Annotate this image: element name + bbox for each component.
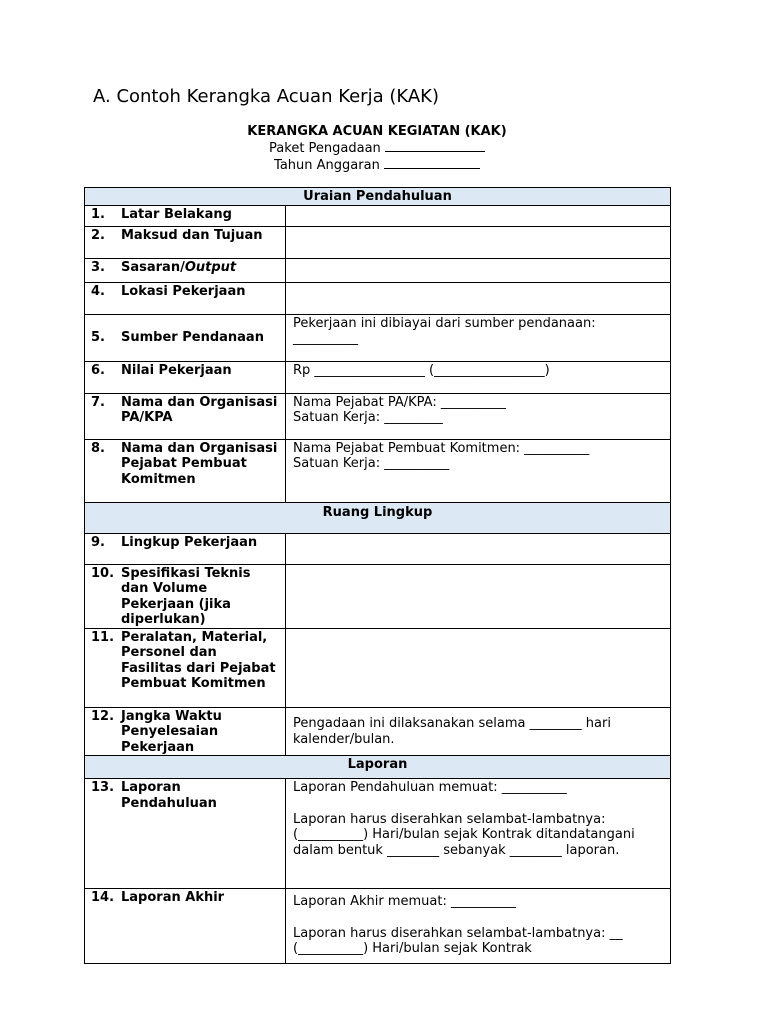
row-13-number: 13. <box>91 780 115 795</box>
row-8-number: 8. <box>91 440 105 456</box>
row-9-value <box>286 533 671 564</box>
row-2-label: Maksud dan Tujuan <box>121 227 263 243</box>
row-2-label-cell <box>85 226 286 258</box>
row-4-value <box>286 282 671 314</box>
row-3-label-italic: Output <box>184 259 237 275</box>
table-row <box>85 205 671 226</box>
row-13-value-1: Laporan Pendahuluan memuat: __________ <box>293 780 567 795</box>
table-row <box>85 282 671 314</box>
row-7-value-cell <box>286 393 671 439</box>
row-10-value <box>286 564 671 628</box>
row-13-value-2: Laporan harus diserahkan selambat-lambatnya: (__________) Hari/bulan sejak Kontrak ditandatangani dalam bentuk ________ sebanyak ________ laporan. <box>293 811 635 858</box>
table-row <box>85 628 671 707</box>
row-3-value <box>286 258 671 282</box>
table-row <box>85 314 671 361</box>
table-row <box>85 361 671 393</box>
row-3-number: 3. <box>91 259 105 275</box>
paket-pengadaan-label: Paket Pengadaan <box>269 141 381 156</box>
row-11-label-cell <box>85 628 286 707</box>
row-4-label-cell <box>85 282 286 314</box>
row-13-label-cell <box>85 779 286 889</box>
row-8-label: Nama dan Organisasi Pejabat Pembuat Komitmen <box>121 440 278 487</box>
row-5-label-cell <box>85 314 286 361</box>
table-row <box>85 707 671 756</box>
row-10-label: Spesifikasi Teknis dan Volume Pekerjaan (jika diperlukan) <box>121 565 251 627</box>
table-row <box>85 258 671 282</box>
row-11-label: Peralatan, Material, Personel dan Fasilitas dari Pejabat Pembuat Komitmen <box>121 629 276 691</box>
row-14-value-2: Laporan harus diserahkan selambat-lambatnya: __ (__________) Hari/bulan sejak Kontrak <box>293 925 623 956</box>
row-10-number: 10. <box>91 565 115 581</box>
row-2-number: 2. <box>91 227 105 243</box>
kak-title: KERANGKA ACUAN KEGIATAN (KAK) <box>247 124 507 139</box>
paket-pengadaan-blank <box>385 140 485 152</box>
document-heading: A. Contoh Kerangka Acuan Kerja (KAK) <box>93 86 439 107</box>
row-10-label-cell <box>85 564 286 628</box>
row-1-label-cell <box>85 205 286 226</box>
row-5-value: Pekerjaan ini dibiayai dari sumber pendanaan: __________ <box>286 314 671 361</box>
row-7-value-1: Nama Pejabat PA/KPA: __________ <box>293 394 506 410</box>
row-14-number: 14. <box>91 890 115 905</box>
row-6-number: 6. <box>91 362 105 378</box>
paket-pengadaan-line <box>0 140 754 157</box>
table-row <box>85 439 671 502</box>
row-12-value: Pengadaan ini dilaksanakan selama ________ hari kalender/bulan. <box>286 707 671 756</box>
table-row <box>85 393 671 439</box>
row-8-value-cell <box>286 439 671 502</box>
kak-title-block <box>0 124 754 174</box>
row-11-number: 11. <box>91 629 115 645</box>
row-8-label-cell <box>85 439 286 502</box>
section-uraian-pendahuluan: Uraian Pendahuluan <box>85 188 671 206</box>
row-4-number: 4. <box>91 283 105 299</box>
row-1-label: Latar Belakang <box>121 206 232 222</box>
row-14-label: Laporan Akhir <box>121 890 225 905</box>
table-row <box>85 889 671 964</box>
row-14-value-1: Laporan Akhir memuat: __________ <box>293 894 516 909</box>
row-12-label-cell <box>85 707 286 756</box>
row-2-value <box>286 226 671 258</box>
row-8-value-2: Satuan Kerja: __________ <box>293 456 450 471</box>
row-9-label-cell <box>85 533 286 564</box>
row-12-label: Jangka Waktu Penyelesaian Pekerjaan <box>121 708 222 755</box>
row-7-number: 7. <box>91 394 105 410</box>
table-row <box>85 226 671 258</box>
row-13-value-cell <box>286 779 671 889</box>
row-5-number: 5. <box>91 330 105 346</box>
row-1-value <box>286 205 671 226</box>
tahun-anggaran-blank <box>384 157 480 169</box>
row-9-number: 9. <box>91 534 105 550</box>
table-row <box>85 564 671 628</box>
kak-table <box>84 187 671 964</box>
table-row <box>85 533 671 564</box>
row-8-value-1: Nama Pejabat Pembuat Komitmen: __________ <box>293 440 590 456</box>
section-laporan: Laporan <box>85 756 671 779</box>
row-5-label: Sumber Pendanaan <box>121 330 264 346</box>
row-12-number: 12. <box>91 708 115 724</box>
row-14-label-cell <box>85 889 286 964</box>
tahun-anggaran-label: Tahun Anggaran <box>274 158 380 173</box>
row-13-label: Laporan Pendahuluan <box>121 780 217 811</box>
row-3-label-cell <box>85 258 286 282</box>
tahun-anggaran-line <box>0 157 754 174</box>
row-1-number: 1. <box>91 206 105 222</box>
table-row <box>85 779 671 889</box>
row-6-label: Nilai Pekerjaan <box>121 362 232 378</box>
row-7-value-2: Satuan Kerja: _________ <box>293 410 443 425</box>
row-14-value-cell <box>286 889 671 964</box>
row-7-label: Nama dan Organisasi PA/KPA <box>121 394 278 425</box>
row-4-label: Lokasi Pekerjaan <box>121 283 246 299</box>
row-11-value <box>286 628 671 707</box>
row-6-label-cell <box>85 361 286 393</box>
row-6-value: Rp _________________ (_________________) <box>286 361 671 393</box>
row-3-label: Sasaran/ <box>121 259 185 275</box>
section-ruang-lingkup: Ruang Lingkup <box>85 502 671 533</box>
row-7-label-cell <box>85 393 286 439</box>
row-9-label: Lingkup Pekerjaan <box>121 534 258 550</box>
